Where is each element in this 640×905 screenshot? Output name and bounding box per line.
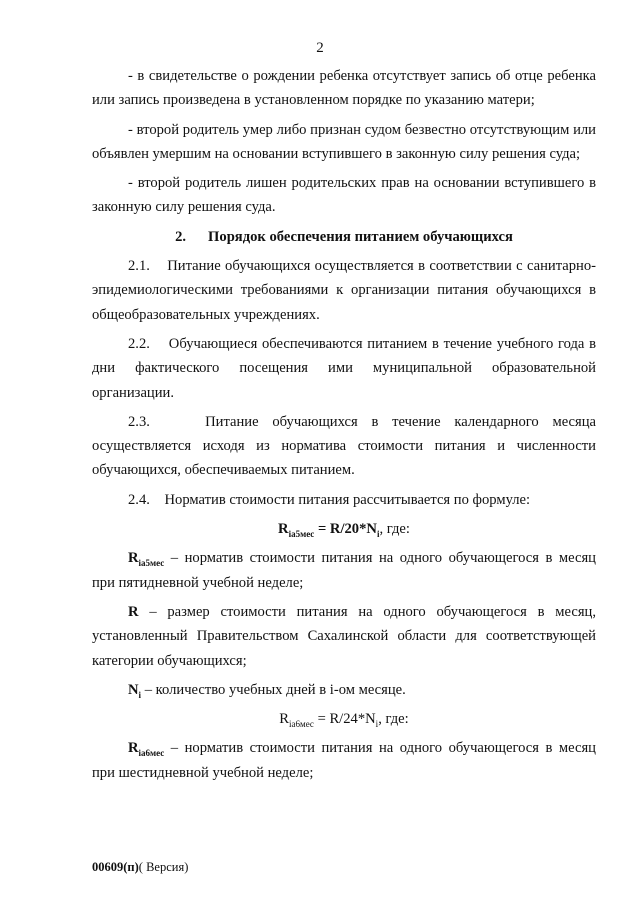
definition-symbol-sub: iа5мес <box>138 558 165 569</box>
section-heading <box>92 225 596 249</box>
clause-text: Питание обучающихся в течение календарного месяца осуществляется исходя из норматива стоимости питания и численности обучающихся, обеспечиваемых питанием. <box>92 413 597 479</box>
clause-number: 2.2. <box>128 335 150 352</box>
definition-symbol: R <box>128 740 139 757</box>
clause-text: Обучающиеся обеспечиваются питанием в течение учебного года в дни фактического посещения ими муниципальной образовательной организации. <box>92 335 597 401</box>
clause-2-3 <box>92 410 596 483</box>
definition-text: – количество учебных дней в i-ом месяце. <box>141 681 406 698</box>
definition-symbol: N <box>128 681 139 698</box>
clause-number: 2.3. <box>128 413 150 430</box>
formula-tail: , где: <box>378 711 409 728</box>
clause-2-4 <box>92 488 596 512</box>
clause-text: Питание обучающихся осуществляется в соответствии с санитарно-эпидемиологическими требованиями к организации питания обучающихся в общеобразовательных учреждениях. <box>92 258 596 323</box>
definition-text: – размер стоимости питания на одного обучающегося в месяц, установленный Правительством Сахалинской области для соответствующей категории обучающихся; <box>92 603 596 669</box>
section-title: Порядок обеспечения питанием обучающихся <box>208 228 513 245</box>
formula-rhs-sub: i <box>376 528 380 539</box>
clause-2-2 <box>92 332 596 405</box>
definition-symbol: R <box>128 603 139 620</box>
document-body <box>92 64 596 790</box>
formula-lhs: R <box>279 711 290 728</box>
formula-lhs: R <box>278 521 289 538</box>
document-footer <box>92 860 188 875</box>
definition-r-six-day <box>92 736 596 785</box>
document-version: ( Версия) <box>138 860 189 874</box>
definition-r <box>92 600 596 673</box>
formula-rhs-sub: i <box>375 719 379 730</box>
clause-number: 2.1. <box>128 258 150 275</box>
formula-rhs: = R/20*N <box>314 521 377 538</box>
clause-text: Норматив стоимости питания рассчитывается по формуле: <box>164 491 531 508</box>
definition-r-five-day <box>92 546 596 595</box>
definition-text: – норматив стоимости питания на одного обучающегося в месяц при шестидневной учебной неделе; <box>92 740 596 781</box>
section-number: 2. <box>175 228 187 245</box>
formula-six-day <box>92 707 596 731</box>
clause-2-1 <box>92 254 596 327</box>
list-item-3: - второй родитель лишен родительских прав на основании вступившего в законную силу решения суда. <box>92 175 596 216</box>
clause-number: 2.4. <box>128 491 150 508</box>
definition-symbol-sub: i <box>138 689 142 700</box>
formula-rhs: = R/24*N <box>313 711 376 728</box>
page-number: 2 <box>316 40 324 56</box>
definition-n <box>92 678 596 702</box>
document-code: 00609(п) <box>92 860 139 874</box>
formula-tail: , где: <box>379 521 410 538</box>
definition-symbol: R <box>128 550 139 567</box>
formula-lhs-sub: iа6мес <box>289 719 314 730</box>
list-item-1: - в свидетельстве о рождении ребенка отсутствует запись об отце ребенка или запись произведена в установленном порядке по указанию матери; <box>92 68 596 109</box>
list-item-2: - второй родитель умер либо признан судом безвестно отсутствующим или объявлен умершим на основании вступившего в законную силу решения суда; <box>92 121 596 162</box>
definition-symbol-sub: iа6мес <box>138 748 165 759</box>
formula-five-day <box>92 517 596 541</box>
formula-lhs-sub: iа5мес <box>288 528 315 539</box>
definition-text: – норматив стоимости питания на одного обучающегося в месяц при пятидневной учебной неделе; <box>92 550 596 591</box>
